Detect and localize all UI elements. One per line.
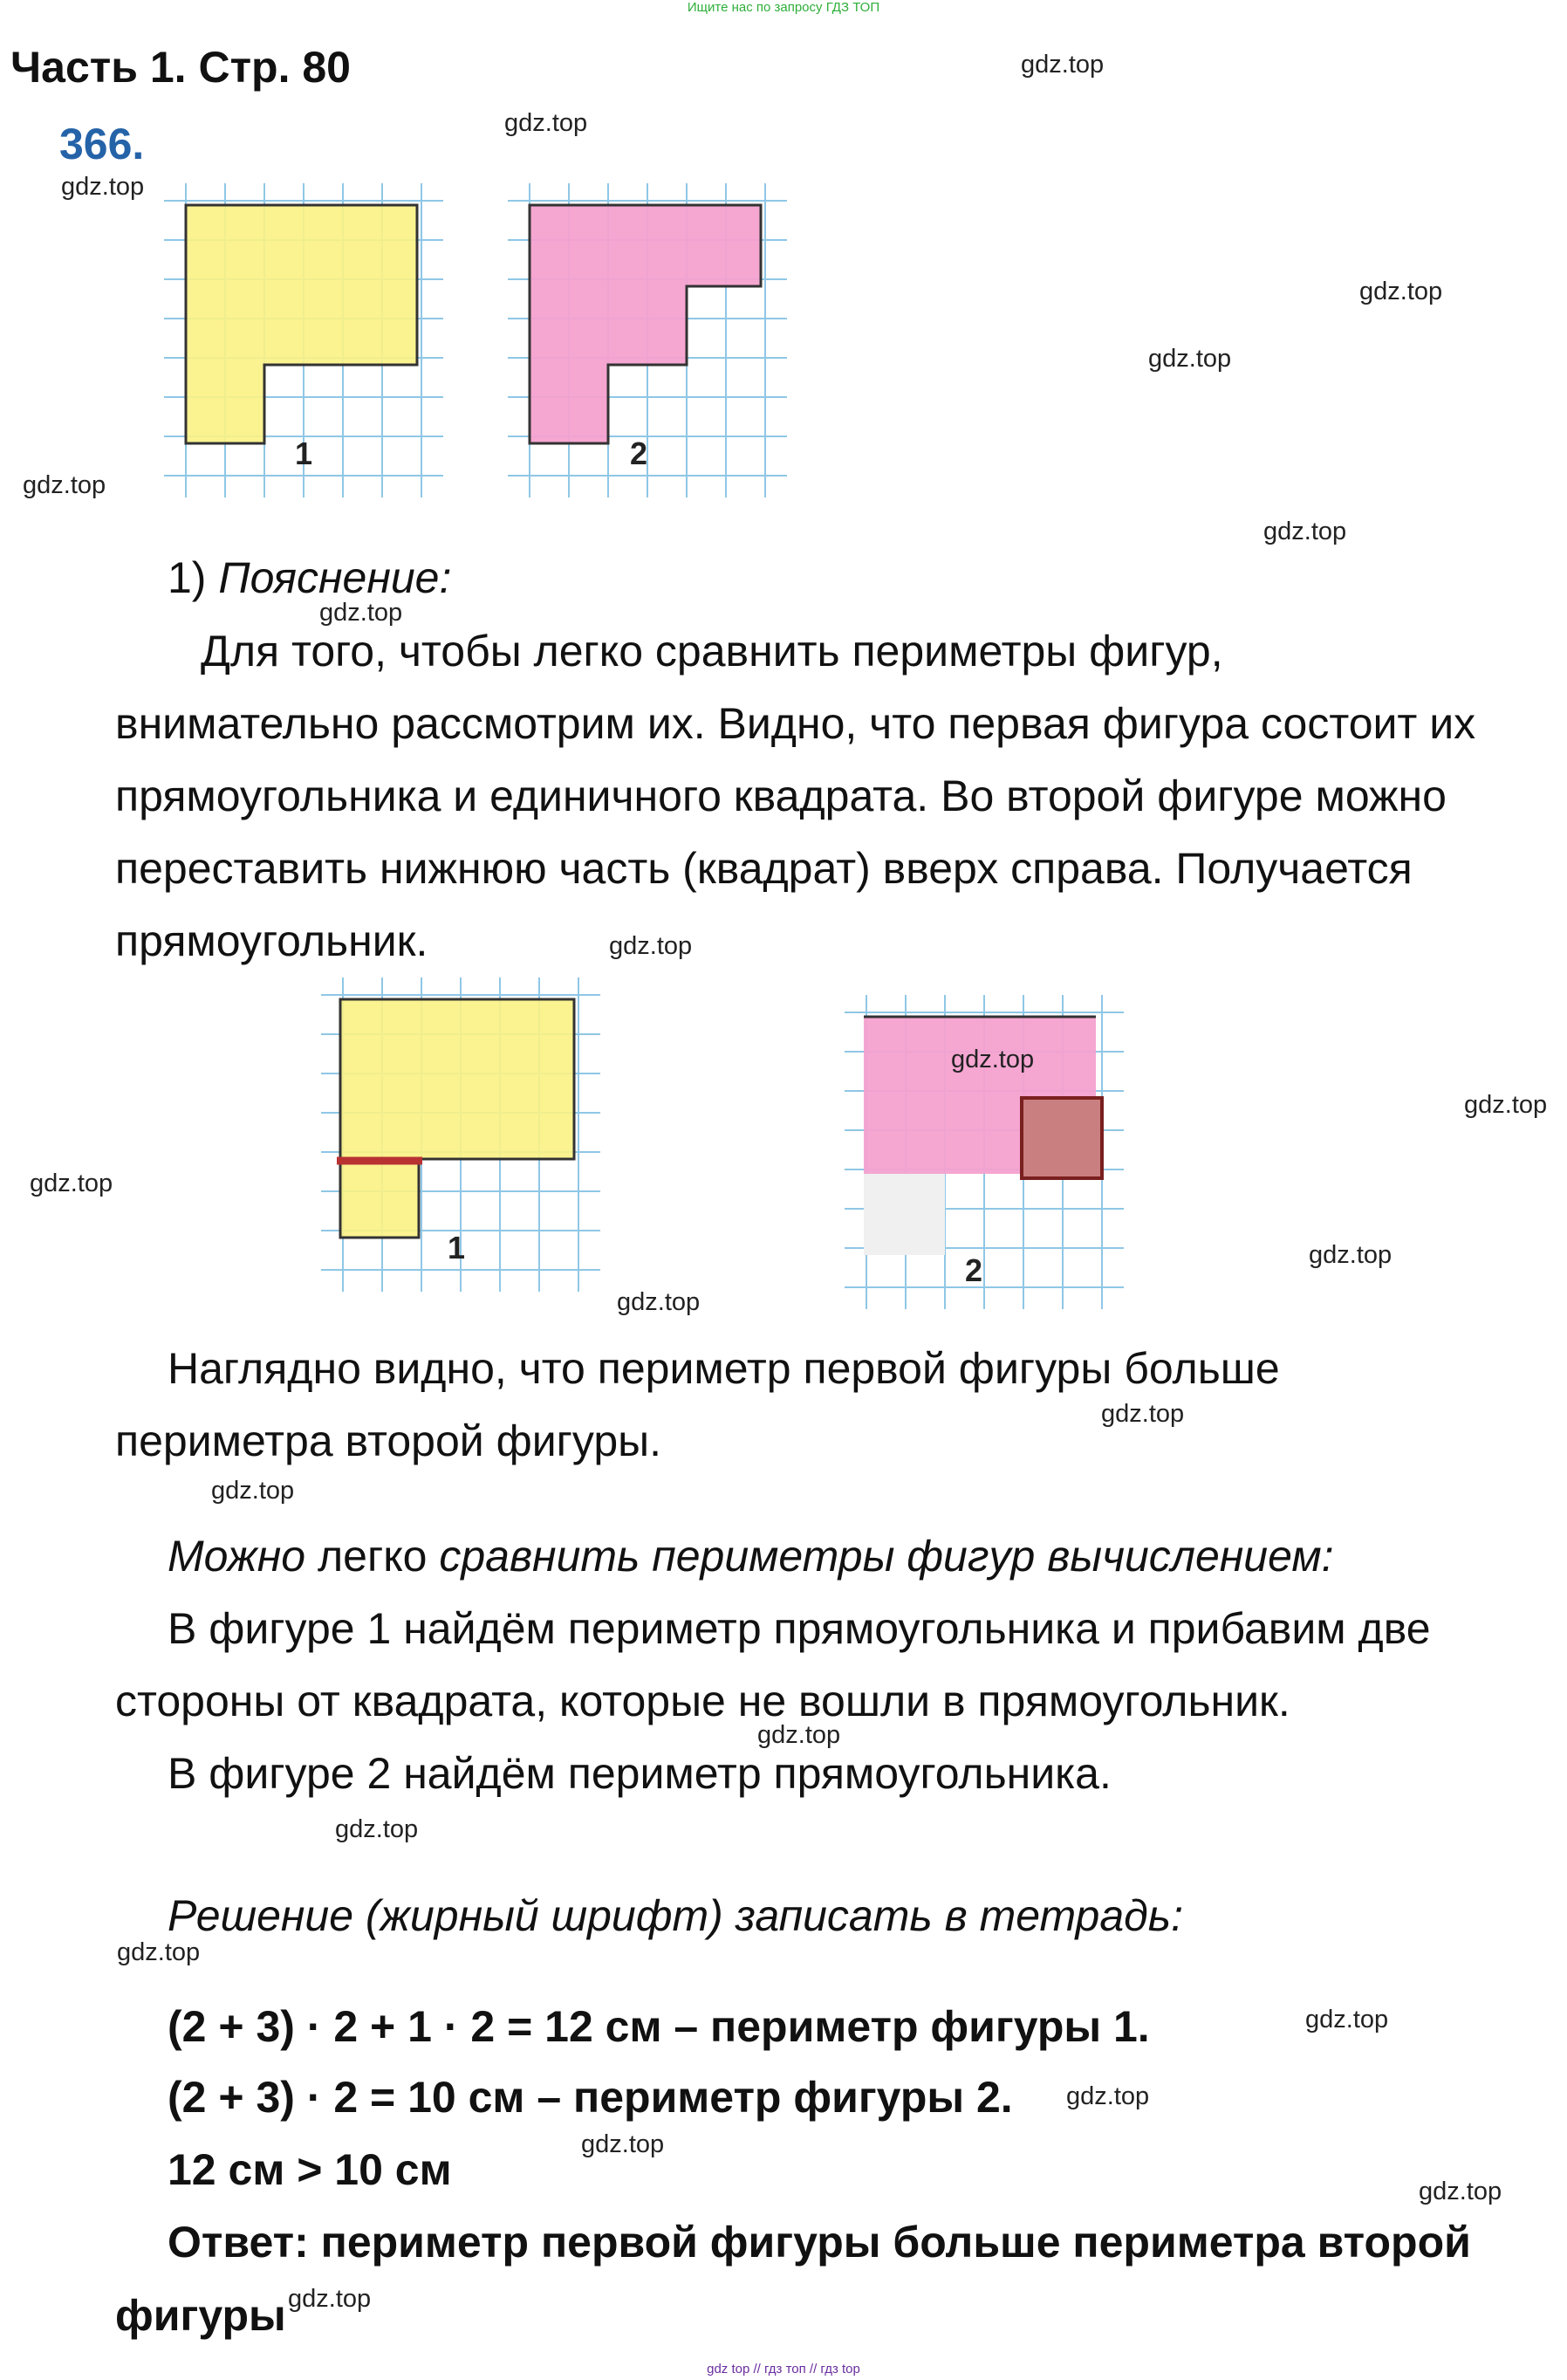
watermark: gdz.top (61, 173, 145, 201)
figure-2-rearranged (845, 995, 1124, 1309)
watermark: gdz.top (1066, 2082, 1150, 2110)
explanation-line: Для того, чтобы легко сравнить периметры фигур, (201, 627, 1223, 676)
watermark: gdz.top (1101, 1400, 1185, 1428)
answer-line-2: фигуры (115, 2291, 286, 2340)
watermark: gdz.top (1021, 51, 1105, 79)
vacated-square (864, 1174, 945, 1255)
watermark: gdz.top (335, 1815, 419, 1843)
figure-label-1: 1 (448, 1230, 466, 1265)
figure-label-2: 2 (965, 1252, 983, 1288)
calc-line: стороны от квадрата, которые не вошли в прямоугольник. (115, 1677, 1290, 1725)
watermark: gdz.top (1305, 2006, 1389, 2034)
conclusion-line: Наглядно видно, что периметр первой фигуры больше (168, 1344, 1280, 1393)
explanation-line: прямоугольник. (115, 916, 428, 965)
watermark: gdz.top (23, 471, 106, 499)
explanation-line: внимательно рассмотрим их. Видно, что первая фигура состоит их (115, 699, 1476, 748)
watermark: gdz.top (757, 1721, 841, 1749)
watermark: gdz.top (117, 1938, 201, 1966)
watermark: gdz.top (288, 2285, 372, 2313)
figure-1-annotated (321, 977, 600, 1292)
solution-intro: Решение (жирный шрифт) записать в тетрадь: (168, 1891, 1183, 1940)
watermark: gdz.top (617, 1288, 701, 1316)
calc-line: В фигуре 2 найдём периметр прямоугольника. (168, 1749, 1112, 1798)
figure-label-2: 2 (630, 436, 648, 471)
moved-square (1022, 1098, 1102, 1178)
watermark: gdz.top (1263, 518, 1347, 545)
search-hint: Ищите нас по запросу ГДЗ ТОП (687, 0, 880, 15)
watermark: gdz.top (504, 109, 588, 137)
watermark: gdz.top (609, 932, 693, 960)
watermark: gdz.top (1148, 345, 1232, 373)
watermark: gdz.top (951, 1046, 1035, 1073)
watermark: gdz.top (1309, 1241, 1393, 1269)
watermark: gdz.top (1419, 2178, 1502, 2205)
equation-2: (2 + 3) · 2 = 10 см – периметр фигуры 2. (168, 2073, 1013, 2122)
explanation-label (168, 541, 451, 614)
page-title: Часть 1. Стр. 80 (10, 43, 351, 92)
conclusion-line: периметра второй фигуры. (115, 1416, 661, 1465)
figure-1 (164, 183, 443, 497)
calc-intro-part1: Можно (168, 1532, 306, 1581)
task-number: 366. (59, 120, 145, 168)
watermark: gdz.top (319, 599, 403, 627)
watermark: gdz.top (1464, 1091, 1548, 1119)
answer-line-1: Ответ: периметр первой фигуры больше периметра второй (168, 2218, 1471, 2267)
calc-intro-part2: легко (305, 1532, 440, 1581)
watermark: gdz.top (30, 1169, 113, 1197)
explanation-line: переставить нижнюю часть (квадрат) вверх справа. Получается (115, 844, 1413, 893)
watermark: gdz.top (581, 2130, 665, 2158)
equation-3: 12 см > 10 см (168, 2145, 452, 2194)
watermark: gdz.top (211, 1477, 295, 1505)
equation-1: (2 + 3) · 2 + 1 · 2 = 12 см – периметр фигуры 1. (168, 2002, 1150, 2051)
watermark: gdz.top (1359, 278, 1443, 305)
calc-line: В фигуре 1 найдём периметр прямоугольника и прибавим две (168, 1604, 1431, 1653)
figure-2 (508, 183, 787, 497)
explanation-title: Пояснение: (218, 553, 452, 602)
footer-note: gdz top // гдз топ // гдз top (707, 2362, 860, 2377)
calc-intro-part3: сравнить периметры фигур вычислением: (439, 1532, 1334, 1581)
explanation-number: 1) (168, 553, 219, 602)
calc-intro (168, 1519, 1334, 1593)
explanation-line: прямоугольника и единичного квадрата. Во второй фигуре можно (115, 772, 1447, 820)
figure-label-1: 1 (295, 436, 313, 471)
